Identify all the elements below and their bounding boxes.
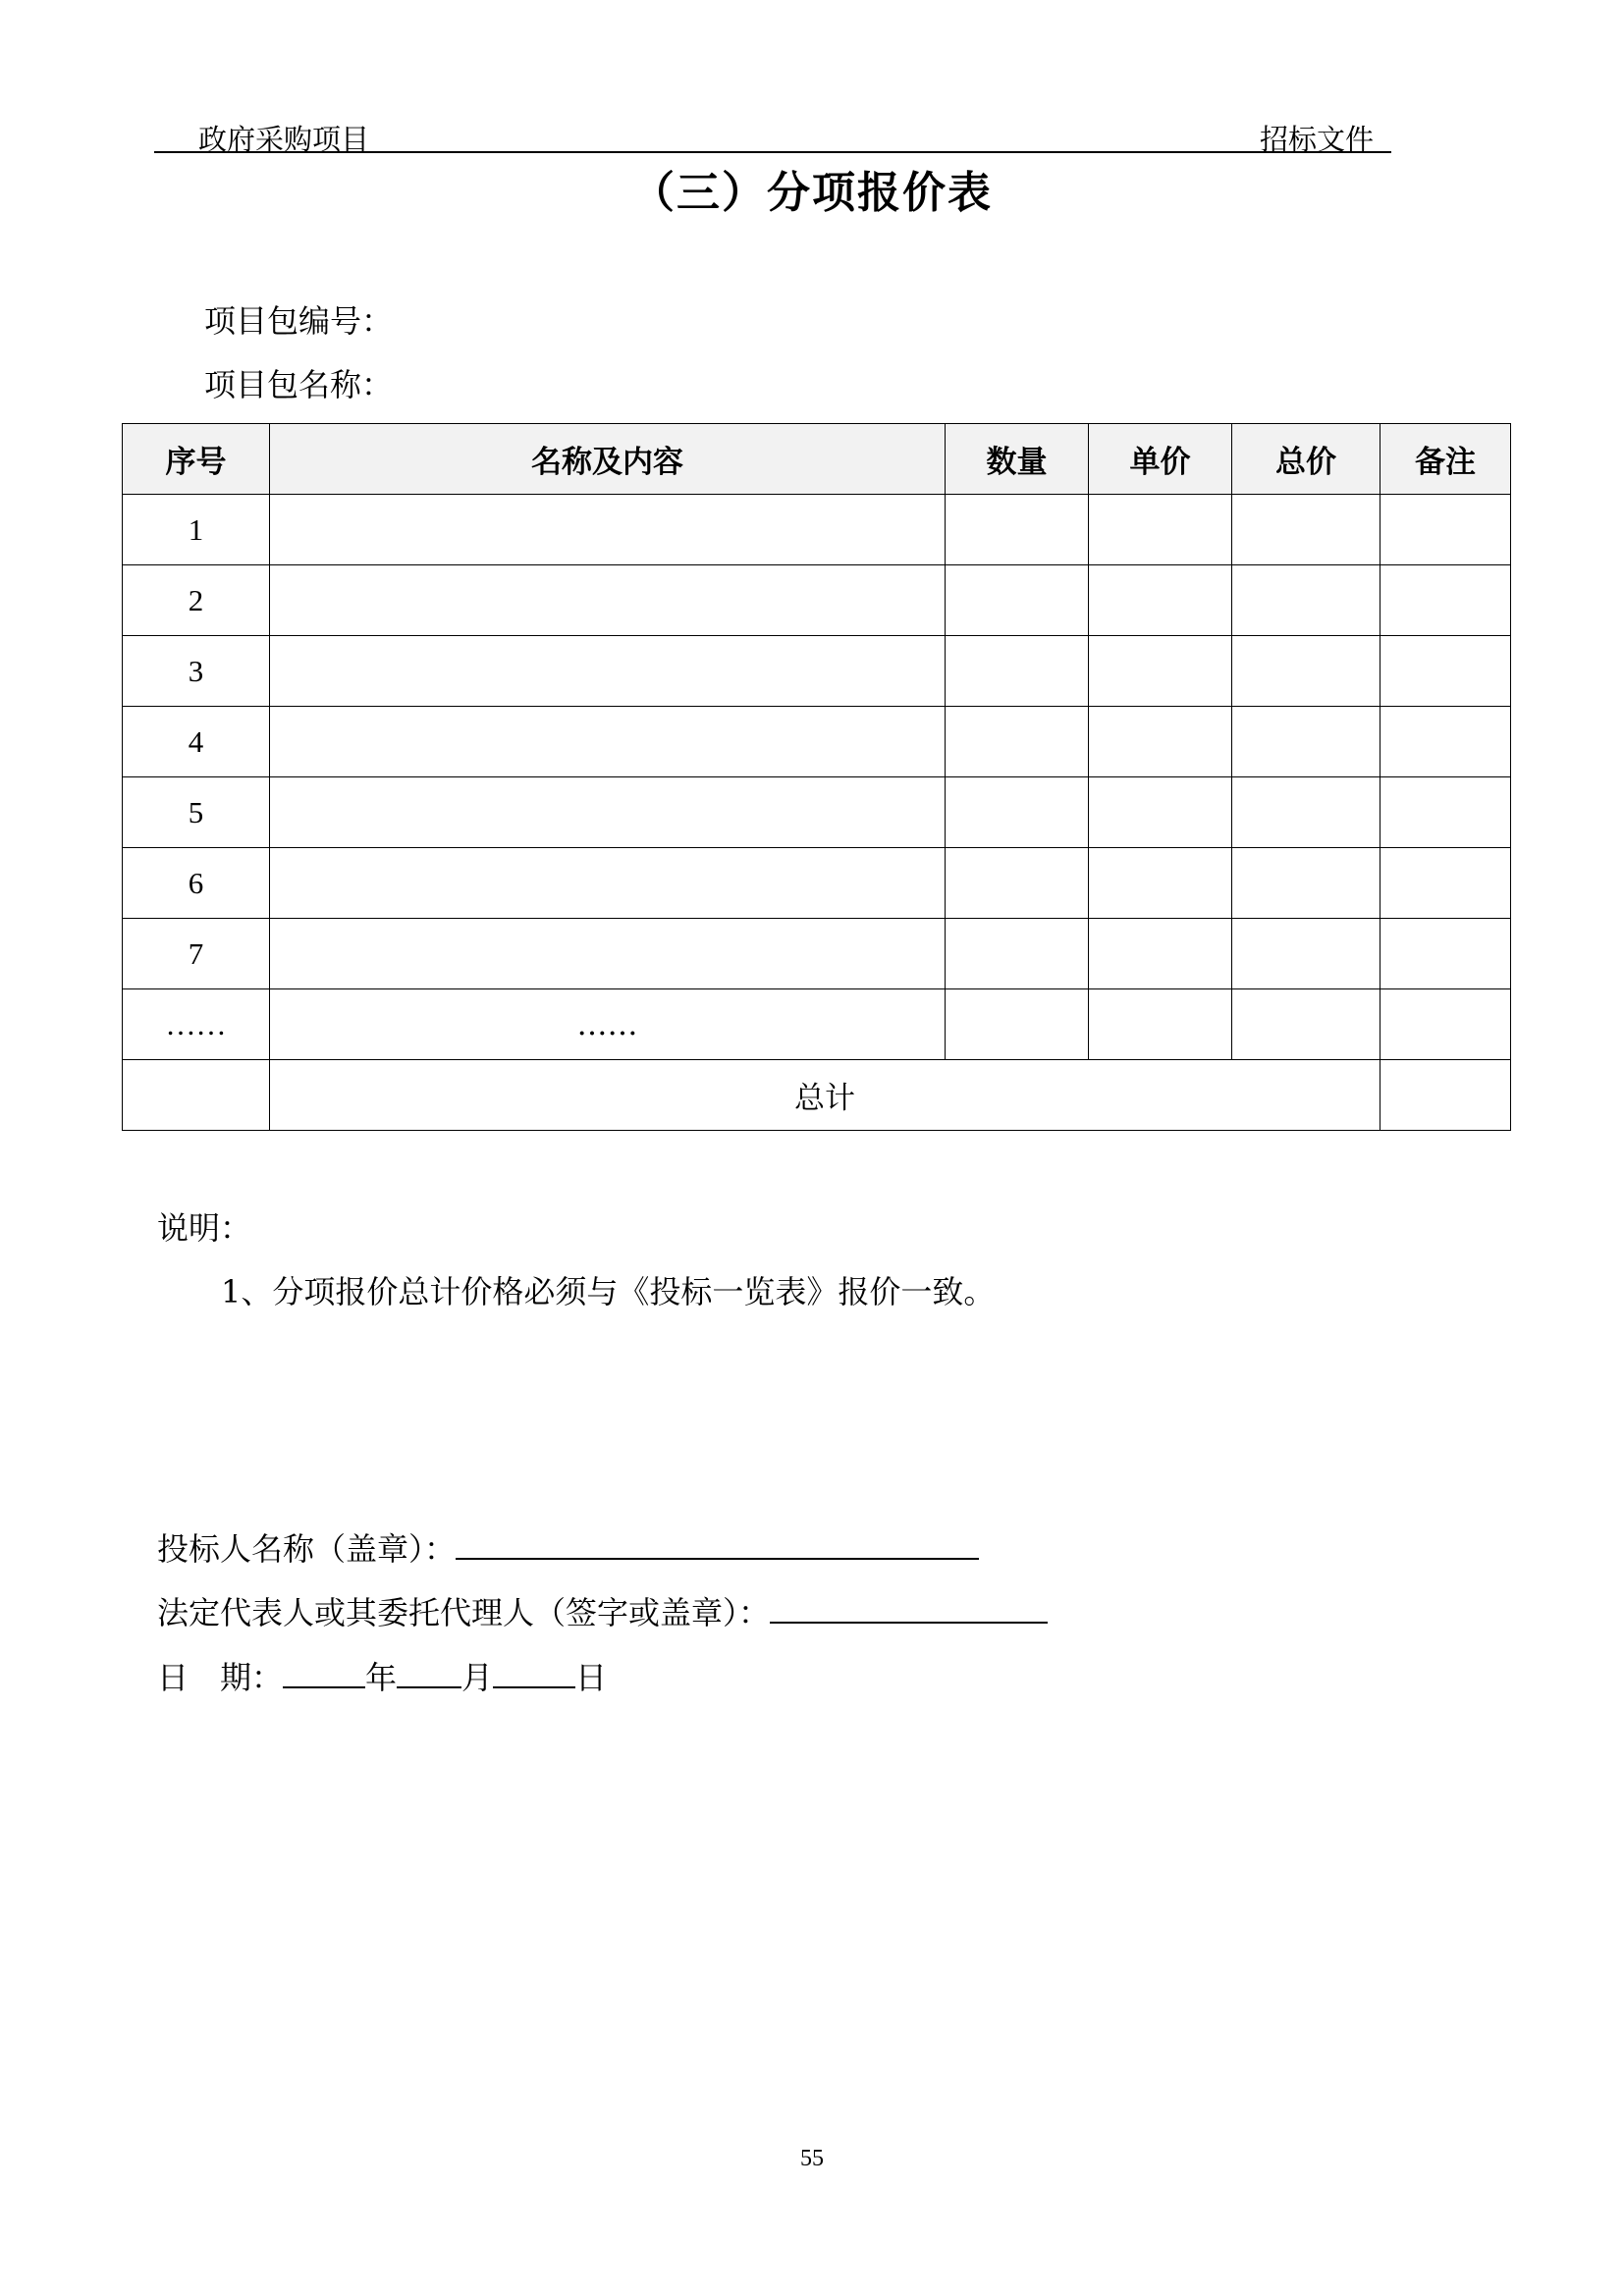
row-total-price[interactable] bbox=[1232, 989, 1380, 1060]
representative-signature-line bbox=[157, 1588, 1048, 1633]
row-unit-price[interactable] bbox=[1089, 848, 1232, 919]
bidder-name-blank[interactable] bbox=[456, 1528, 979, 1560]
package-number-label: 项目包编号： bbox=[204, 302, 394, 340]
table-row bbox=[123, 495, 1511, 565]
row-name[interactable] bbox=[270, 919, 946, 989]
total-label: 总计 bbox=[270, 1060, 1380, 1131]
row-total-price[interactable] bbox=[1232, 636, 1380, 707]
table-row bbox=[123, 777, 1511, 848]
row-name[interactable] bbox=[270, 848, 946, 919]
row-unit-price[interactable] bbox=[1089, 777, 1232, 848]
header-project-type: 政府采购项目 bbox=[198, 123, 370, 156]
month-blank[interactable] bbox=[397, 1657, 461, 1688]
row-quantity[interactable] bbox=[946, 707, 1089, 777]
row-unit-price[interactable] bbox=[1089, 565, 1232, 636]
row-seq: 7 bbox=[123, 919, 270, 989]
row-seq: 2 bbox=[123, 565, 270, 636]
header-seq: 序号 bbox=[123, 424, 270, 495]
row-name[interactable]: …… bbox=[270, 989, 946, 1060]
row-seq: 3 bbox=[123, 636, 270, 707]
header-unit-price: 单价 bbox=[1089, 424, 1232, 495]
row-remark[interactable] bbox=[1380, 919, 1511, 989]
year-label: 年 bbox=[365, 1659, 398, 1696]
page-title: （三）分项报价表 bbox=[631, 168, 993, 218]
header-document-type: 招标文件 bbox=[1259, 123, 1374, 156]
row-unit-price[interactable] bbox=[1089, 707, 1232, 777]
package-name-label: 项目包名称： bbox=[204, 366, 394, 403]
row-remark[interactable] bbox=[1380, 707, 1511, 777]
row-unit-price[interactable] bbox=[1089, 636, 1232, 707]
row-total-price[interactable] bbox=[1232, 565, 1380, 636]
row-total-price[interactable] bbox=[1232, 848, 1380, 919]
total-amount[interactable] bbox=[1380, 1060, 1511, 1131]
row-seq: 6 bbox=[123, 848, 270, 919]
row-quantity[interactable] bbox=[946, 989, 1089, 1060]
row-unit-price[interactable] bbox=[1089, 919, 1232, 989]
row-quantity[interactable] bbox=[946, 919, 1089, 989]
row-remark[interactable] bbox=[1380, 777, 1511, 848]
representative-signature-blank[interactable] bbox=[770, 1592, 1048, 1624]
header-quantity: 数量 bbox=[946, 424, 1089, 495]
total-row-blank bbox=[123, 1060, 270, 1131]
table-row bbox=[123, 919, 1511, 989]
notes-item: 1、分项报价总计价格必须与《投标一览表》报价一致。 bbox=[221, 1273, 996, 1310]
table-row bbox=[123, 989, 1511, 1060]
row-name[interactable] bbox=[270, 565, 946, 636]
month-label: 月 bbox=[461, 1659, 494, 1696]
row-remark[interactable] bbox=[1380, 636, 1511, 707]
header-name: 名称及内容 bbox=[270, 424, 946, 495]
row-seq: …… bbox=[123, 989, 270, 1060]
row-quantity[interactable] bbox=[946, 777, 1089, 848]
row-total-price[interactable] bbox=[1232, 707, 1380, 777]
table-row bbox=[123, 636, 1511, 707]
date-line bbox=[157, 1653, 607, 1698]
row-quantity[interactable] bbox=[946, 565, 1089, 636]
row-unit-price[interactable] bbox=[1089, 495, 1232, 565]
table-row bbox=[123, 565, 1511, 636]
day-blank[interactable] bbox=[493, 1657, 575, 1688]
table-row bbox=[123, 848, 1511, 919]
notes-title: 说明： bbox=[157, 1209, 252, 1247]
bidder-signature-line bbox=[157, 1524, 979, 1570]
row-total-price[interactable] bbox=[1232, 495, 1380, 565]
row-seq: 5 bbox=[123, 777, 270, 848]
quote-table bbox=[122, 423, 1511, 1131]
day-label: 日 bbox=[575, 1659, 608, 1696]
bidder-label: 投标人名称（盖章）： bbox=[157, 1530, 457, 1568]
row-unit-price[interactable] bbox=[1089, 989, 1232, 1060]
row-remark[interactable] bbox=[1380, 495, 1511, 565]
representative-label: 法定代表人或其委托代理人（签字或盖章）： bbox=[157, 1594, 771, 1631]
page-header bbox=[154, 116, 1391, 156]
row-name[interactable] bbox=[270, 777, 946, 848]
page-number: 55 bbox=[800, 2146, 824, 2171]
row-remark[interactable] bbox=[1380, 565, 1511, 636]
total-row bbox=[123, 1060, 1511, 1131]
row-seq: 1 bbox=[123, 495, 270, 565]
table-header-row bbox=[123, 424, 1511, 495]
table-row bbox=[123, 707, 1511, 777]
date-label: 日 期： bbox=[157, 1659, 284, 1696]
row-remark[interactable] bbox=[1380, 848, 1511, 919]
row-name[interactable] bbox=[270, 636, 946, 707]
header-total-price: 总价 bbox=[1232, 424, 1380, 495]
row-total-price[interactable] bbox=[1232, 919, 1380, 989]
row-quantity[interactable] bbox=[946, 848, 1089, 919]
year-blank[interactable] bbox=[283, 1657, 365, 1688]
row-quantity[interactable] bbox=[946, 495, 1089, 565]
row-remark[interactable] bbox=[1380, 989, 1511, 1060]
row-quantity[interactable] bbox=[946, 636, 1089, 707]
row-total-price[interactable] bbox=[1232, 777, 1380, 848]
header-remark: 备注 bbox=[1380, 424, 1511, 495]
row-name[interactable] bbox=[270, 495, 946, 565]
row-name[interactable] bbox=[270, 707, 946, 777]
row-seq: 4 bbox=[123, 707, 270, 777]
